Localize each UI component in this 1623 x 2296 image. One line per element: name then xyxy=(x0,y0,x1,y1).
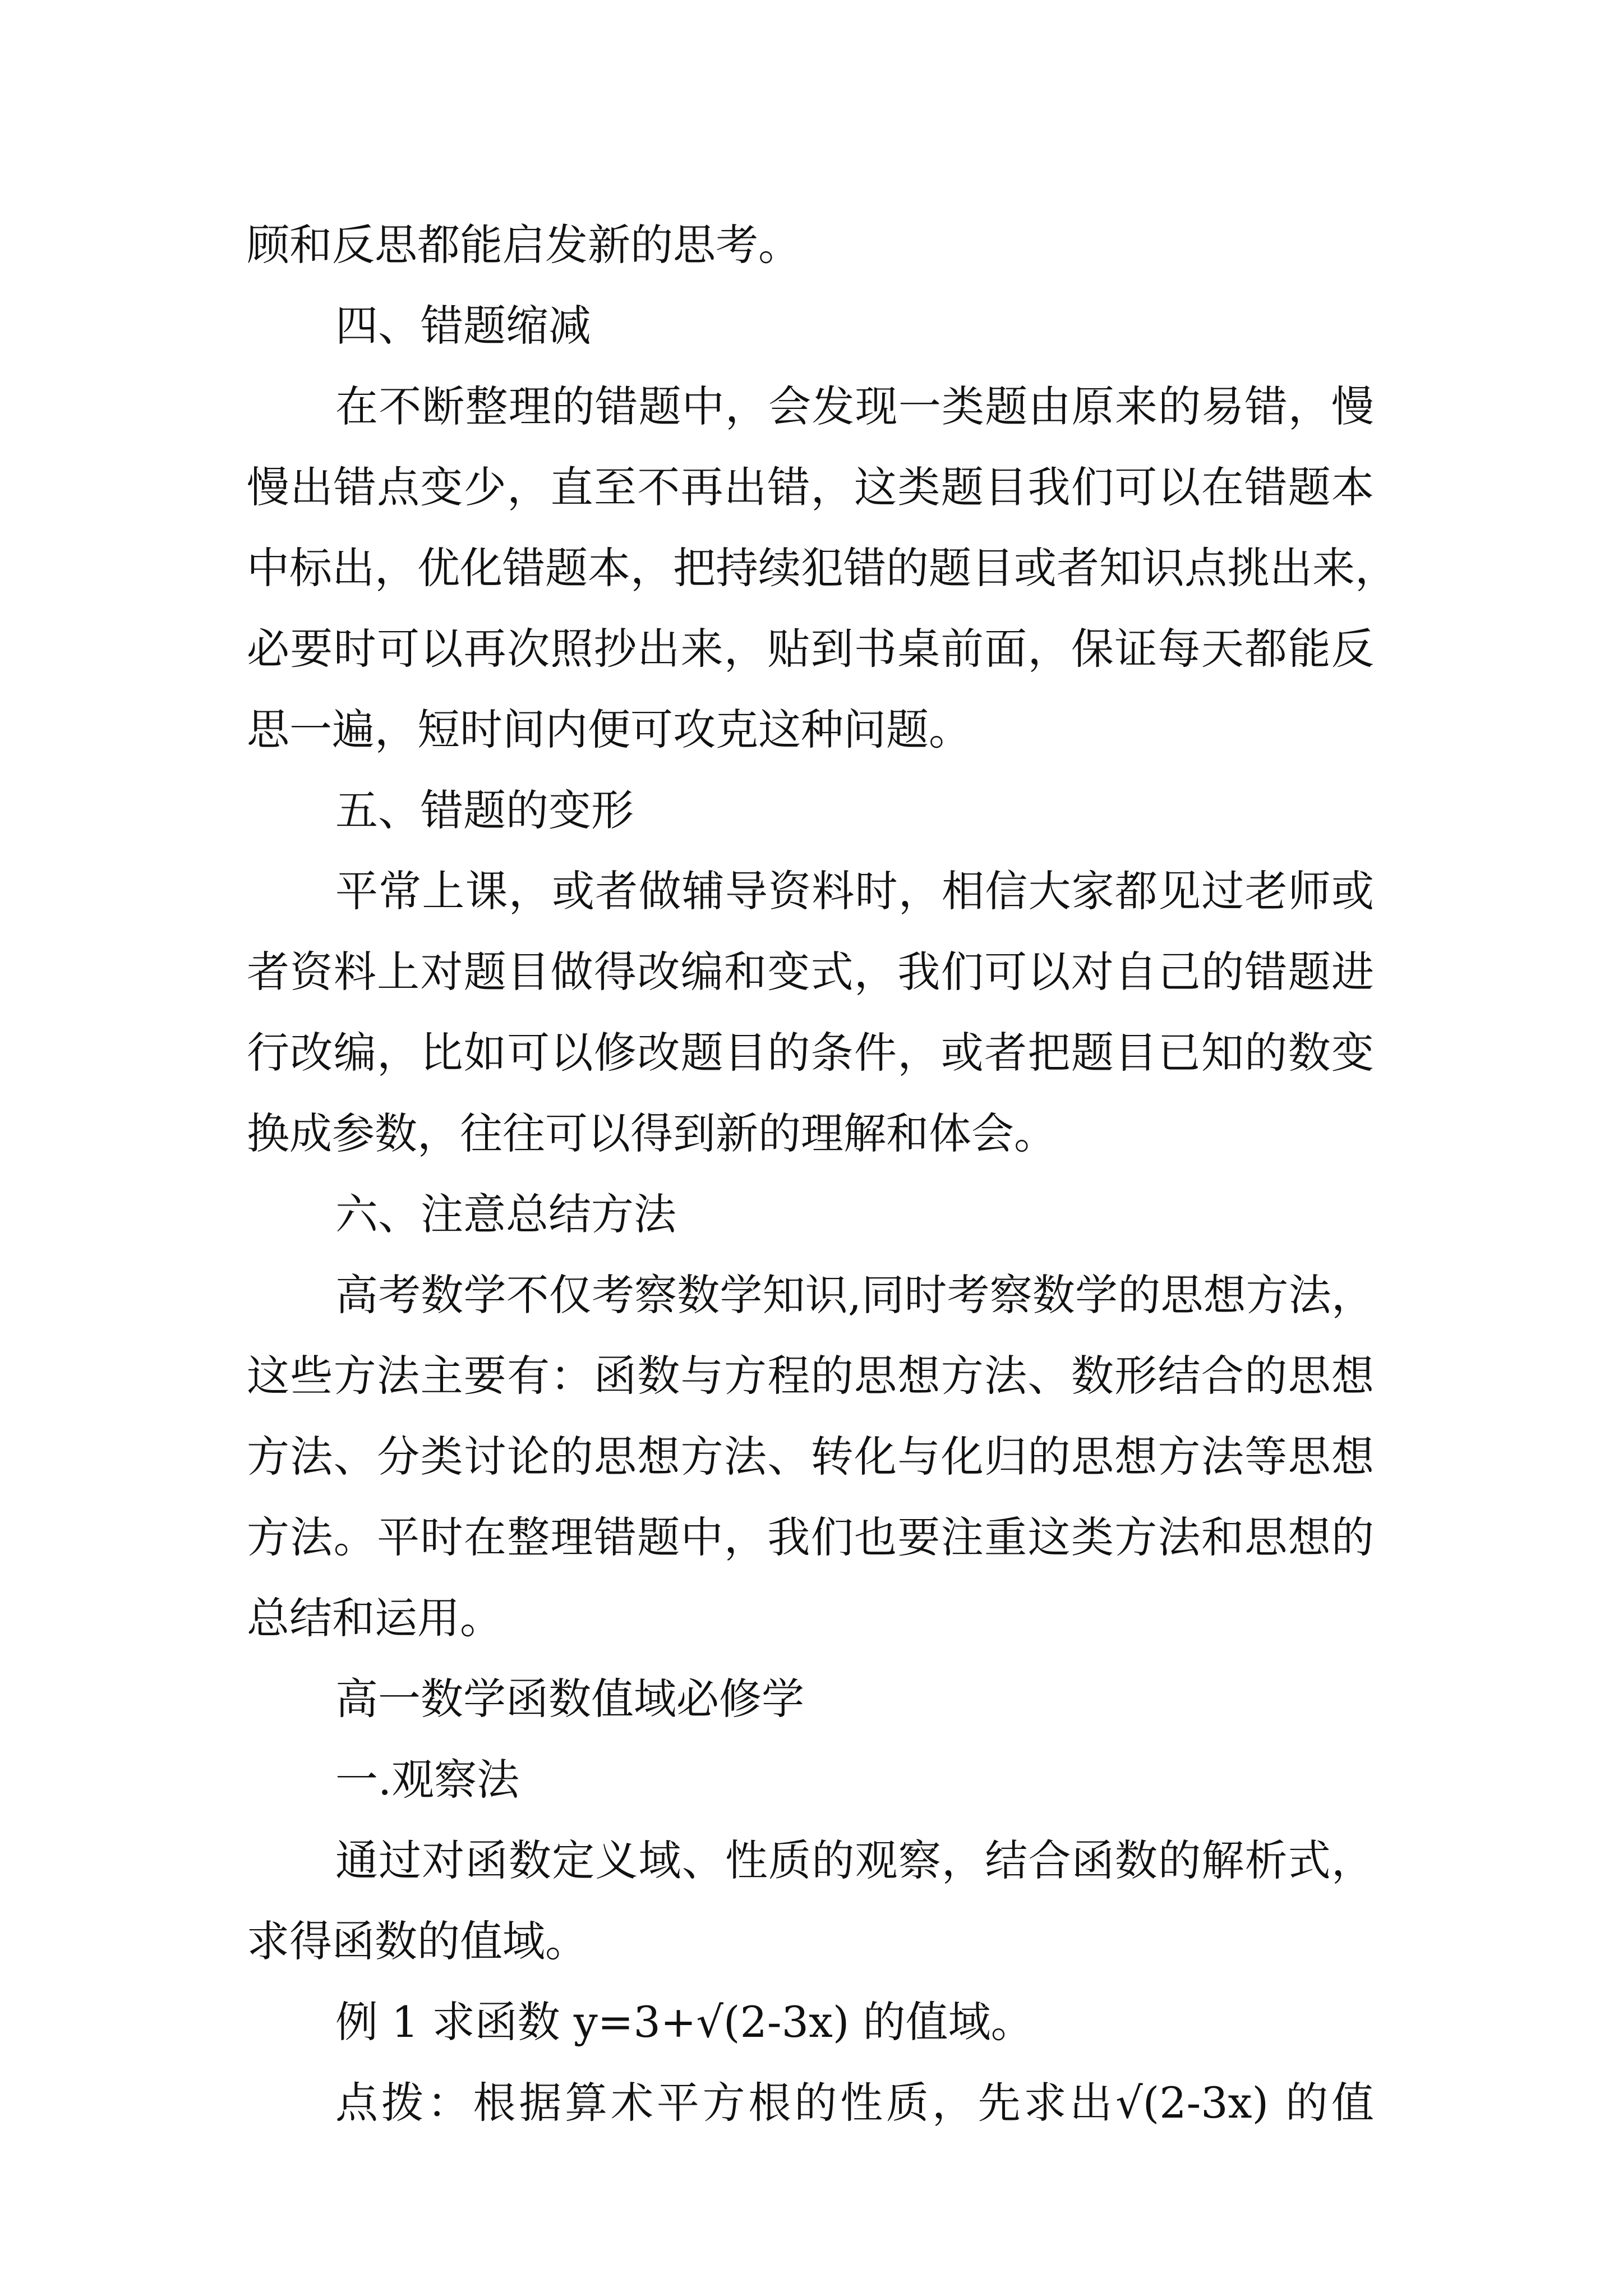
section-heading: 六、注意总结方法 xyxy=(335,1189,676,1239)
text-line: 者资料上对题目做得改编和变式，我们可以对自己的错题进 xyxy=(247,947,1374,997)
text-line: 高考数学不仅考察数学知识,同时考察数学的思想方法， xyxy=(335,1270,1374,1320)
document-body xyxy=(247,205,1398,2143)
text-line: 通过对函数定义域、性质的观察，结合函数的解析式， xyxy=(335,1835,1374,1885)
text-line: 换成参数，往往可以得到新的理解和体会。 xyxy=(247,1108,1057,1158)
text-line: 平常上课，或者做辅导资料时，相信大家都见过老师或 xyxy=(335,866,1374,916)
section-title: 高一数学函数值域必修学 xyxy=(335,1674,804,1724)
text-line: 在不断整理的错题中，会发现一类题由原来的易错，慢 xyxy=(335,381,1374,431)
text-line: 行改编，比如可以修改题目的条件，或者把题目已知的数变 xyxy=(247,1028,1374,1078)
text-line: 必要时可以再次照抄出来，贴到书桌前面，保证每天都能反 xyxy=(247,624,1374,674)
text-line: 这些方法主要有：函数与方程的思想方法、数形结合的思想 xyxy=(247,1351,1374,1401)
text-line: 思一遍，短时间内便可攻克这种问题。 xyxy=(247,705,971,754)
text-line: 总结和运用。 xyxy=(247,1593,502,1643)
section-heading: 五、错题的变形 xyxy=(335,785,634,835)
text-line: 方法。平时在整理错题中，我们也要注重这类方法和思想的 xyxy=(247,1512,1374,1562)
text-line: 求得函数的值域。 xyxy=(247,1916,588,1966)
section-heading: 四、错题缩减 xyxy=(335,301,591,351)
text-line: 慢出错点变少，直至不再出错，这类题目我们可以在错题本 xyxy=(247,462,1374,512)
text-line: 中标出，优化错题本，把持续犯错的题目或者知识点挑出来， xyxy=(247,543,1398,593)
text-line: 顾和反思都能启发新的思考。 xyxy=(247,220,801,270)
text-line: 点拨：根据算术平方根的性质，先求出√(2-3x) 的值 xyxy=(335,2078,1374,2128)
section-heading: 一.观察法 xyxy=(335,1755,520,1805)
example-line: 例 1 求函数 y=3+√(2-3x) 的值域。 xyxy=(335,1997,1034,2047)
text-line: 方法、分类讨论的思想方法、转化与化归的思想方法等思想 xyxy=(247,1432,1374,1481)
